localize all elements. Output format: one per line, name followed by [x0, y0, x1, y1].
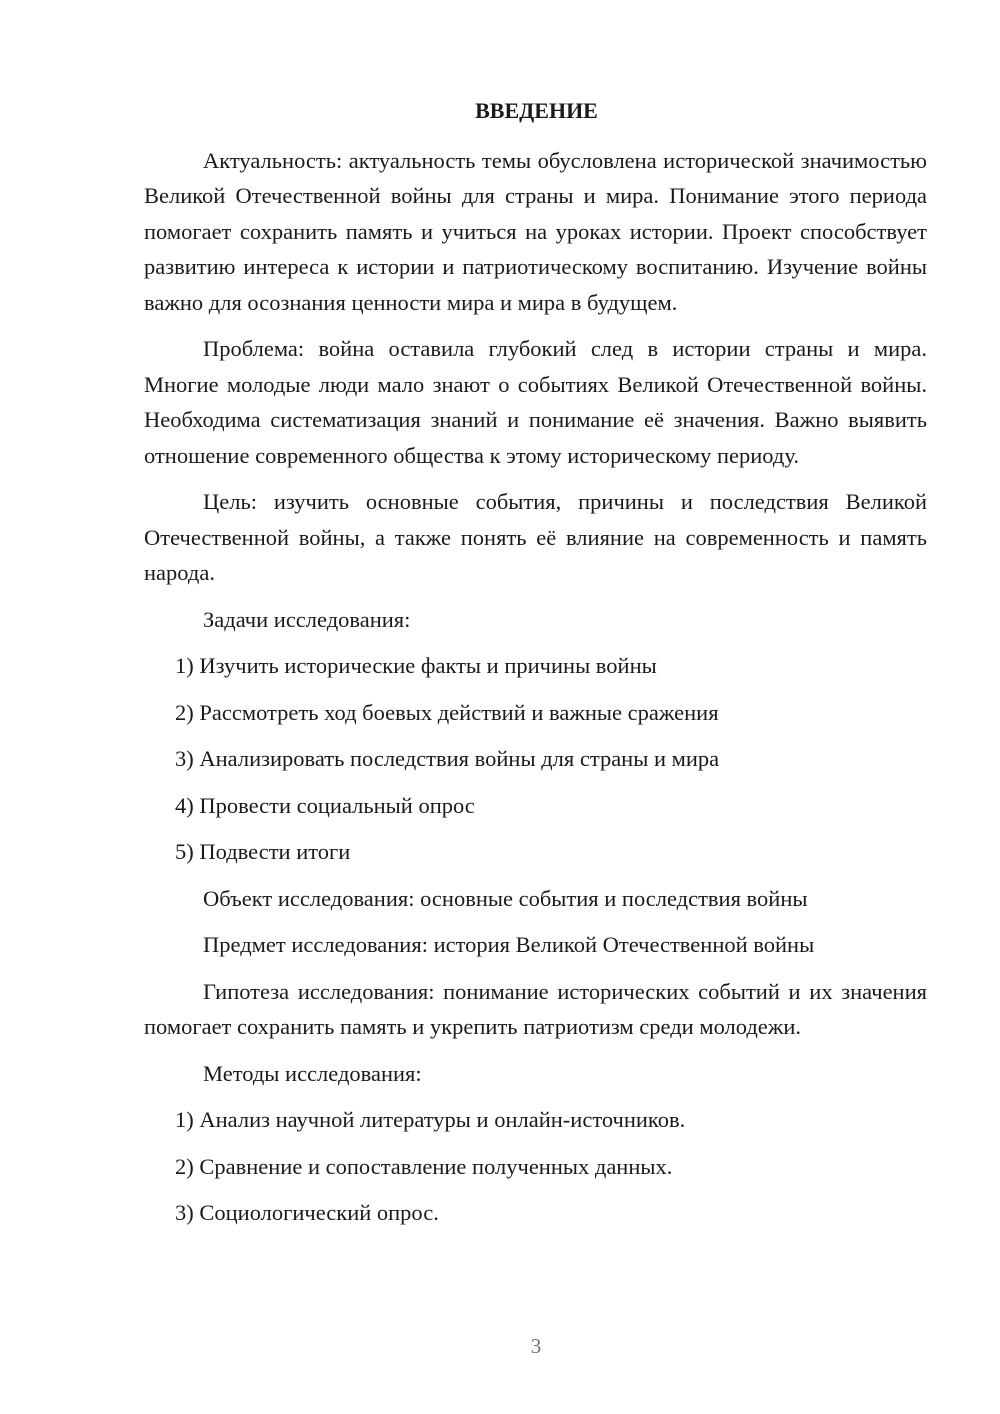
- page-number: 3: [530, 1334, 542, 1358]
- task-item: 1) Изучить исторические факты и причины войны: [175, 653, 657, 678]
- method-item: 3) Социологический опрос.: [175, 1200, 439, 1225]
- relevance-paragraph: Актуальность: актуальность темы обусловлена исторической значимостью Великой Отечественной войны для страны и мира. Понимание этого периода помогает сохранить память и учиться на уроках истории. Проект способствует развитию интереса к истории и патриотическому воспитанию. Изучение войны важно для осознания ценности мира и мира в будущем.: [144, 147, 927, 315]
- object-paragraph: Объект исследования: основные события и последствия войны: [203, 885, 808, 911]
- methods-title: Методы исследования:: [203, 1060, 422, 1086]
- method-item: 2) Сравнение и сопоставление полученных данных.: [175, 1153, 673, 1179]
- section-heading: ВВЕДЕНИЕ: [475, 98, 598, 123]
- task-item: 2) Рассмотреть ход боевых действий и важные сражения: [175, 699, 719, 725]
- problem-paragraph: Проблема: война оставила глубокий след в истории страны и мира. Многие молодые люди мало знают о событиях Великой Отечественной войны. Необходима систематизация знаний и понимание её значения. Важно выявить отношение современного общества к этому историческому периоду.: [144, 336, 927, 468]
- document-body: [144, 93, 927, 1242]
- hypothesis-paragraph: Гипотеза исследования: понимание исторических событий и их значения помогает сохранить память и укрепить патриотизм среди молодежи.: [144, 978, 927, 1039]
- task-item: 4) Провести социальный опрос: [175, 792, 475, 818]
- goal-paragraph: Цель: изучить основные события, причины и последствия Великой Отечественной войны, а также понять её влияние на современность и память народа.: [144, 489, 927, 585]
- task-item: 3) Анализировать последствия войны для страны и мира: [175, 746, 720, 771]
- task-item: 5) Подвести итоги: [175, 839, 351, 864]
- tasks-title: Задачи исследования:: [203, 606, 411, 632]
- subject-paragraph: Предмет исследования: история Великой Отечественной войны: [203, 932, 815, 957]
- method-item: 1) Анализ научной литературы и онлайн-источников.: [175, 1107, 686, 1132]
